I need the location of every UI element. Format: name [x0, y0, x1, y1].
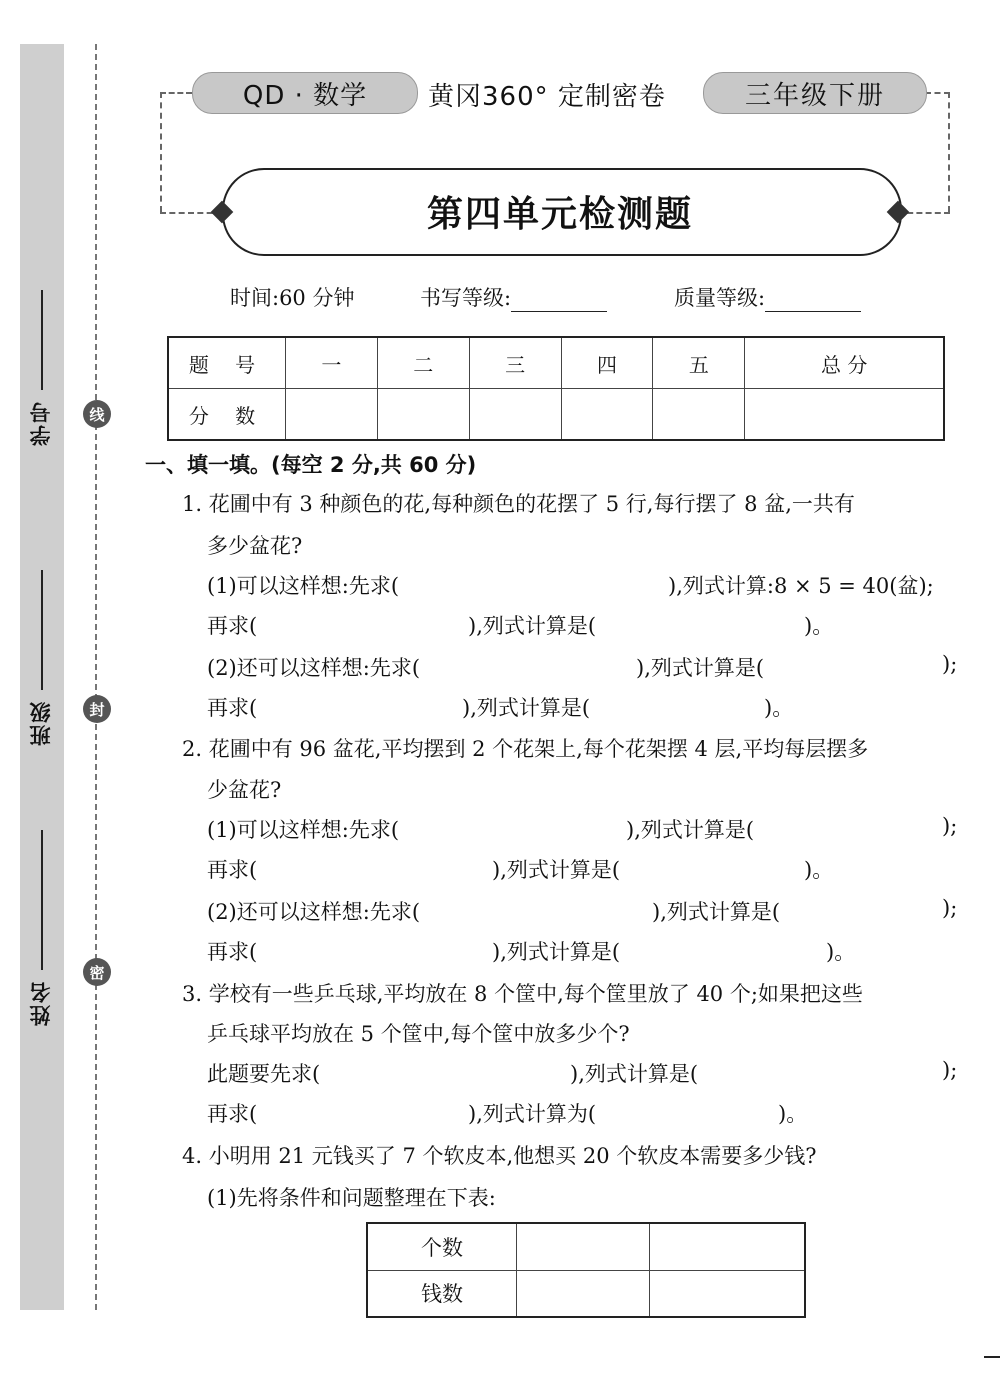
answer-prompt: (2)还可以这样想:先求( [207, 656, 421, 680]
writing-grade [420, 282, 607, 312]
student-id-blank [41, 290, 43, 390]
answer-prompt: ),列式计算是( [492, 940, 621, 964]
cut-mark-mi: 密 [83, 958, 111, 986]
answer-prompt: )。 [778, 1102, 808, 1126]
question-text: 4. 小明用 21 元钱买了 7 个软皮本,他想买 20 个软皮本需要多少钱? [182, 1144, 817, 1168]
question-text: 少盆花? [207, 778, 282, 802]
answer-prompt: )。 [804, 614, 834, 638]
answer-prompt: ),列式计算为( [468, 1102, 597, 1126]
answer-cell[interactable] [650, 1223, 805, 1270]
writing-grade-label: 书写等级: [420, 286, 512, 310]
quality-grade [674, 282, 861, 312]
answer-cell[interactable] [517, 1223, 650, 1270]
answer-cell[interactable] [517, 1270, 650, 1317]
table-cell: 个数 [367, 1223, 517, 1270]
table-cell: 一 [286, 337, 378, 389]
question-text: 1. 花圃中有 3 种颜色的花,每种颜色的花摆了 5 行,每行摆了 8 盆,一共有 [182, 492, 855, 516]
name-label: 姓名 [29, 980, 53, 1026]
name-blank [41, 830, 43, 970]
table-cell: 三 [469, 337, 561, 389]
answer-prompt: 此题要先求( [207, 1062, 321, 1086]
table-cell: 五 [653, 337, 745, 389]
answer-prompt: )。 [804, 858, 834, 882]
answer-prompt: 再求( [207, 940, 258, 964]
answer-prompt: ); [942, 1058, 958, 1082]
answer-prompt: ); [942, 652, 958, 676]
cut-mark-xian: 线 [83, 400, 111, 428]
answer-cell[interactable] [650, 1270, 805, 1317]
table-row [367, 1223, 805, 1270]
frame-line [160, 92, 192, 94]
question-text: 2. 花圃中有 96 盆花,平均摆到 2 个花架上,每个花架摆 4 层,平均每层摆多 [182, 737, 869, 761]
table-cell: 钱数 [367, 1270, 517, 1317]
table-row [168, 337, 944, 389]
score-cell[interactable] [745, 389, 944, 441]
answer-prompt: ),列式计算是( [626, 818, 755, 842]
question-text: (1)先将条件和问题整理在下表: [207, 1186, 496, 1210]
table-cell: 二 [377, 337, 469, 389]
cut-line [95, 44, 97, 1310]
table-row [168, 389, 944, 441]
grade-pill: 三年级下册 [703, 72, 927, 114]
table-cell: 四 [561, 337, 653, 389]
cut-mark-feng: 封 [83, 695, 111, 723]
score-cell[interactable] [286, 389, 378, 441]
class-label: 班级 [29, 700, 53, 746]
frame-line [925, 92, 950, 94]
answer-prompt: ),列式计算是( [570, 1062, 699, 1086]
subject-pill: QD · 数学 [192, 72, 418, 114]
answer-prompt: ); [942, 896, 958, 920]
answer-prompt: 再求( [207, 696, 258, 720]
answer-prompt: )。 [826, 940, 856, 964]
answer-prompt: ),列式计算是( [462, 696, 591, 720]
time-info: 时间:60 分钟 [230, 286, 355, 310]
question-text: 乒乓球平均放在 5 个筐中,每个筐中放多少个? [207, 1022, 630, 1046]
answer-prompt: ),列式计算是( [468, 614, 597, 638]
page-title: 第四单元检测题 [426, 193, 693, 235]
class-blank [41, 570, 43, 690]
answer-prompt: (1)可以这样想:先求( [207, 574, 400, 598]
answer-prompt: )。 [764, 696, 794, 720]
frame-line [948, 92, 950, 212]
score-cell[interactable] [469, 389, 561, 441]
student-id-label: 学号 [29, 400, 53, 446]
score-cell[interactable] [561, 389, 653, 441]
score-cell[interactable] [653, 389, 745, 441]
answer-prompt: 再求( [207, 858, 258, 882]
table-cell: 题 号 [168, 337, 286, 389]
answer-prompt: ); [942, 814, 958, 838]
quality-grade-label: 质量等级: [674, 286, 766, 310]
series-title: 黄冈360° 定制密卷 [428, 82, 666, 112]
frame-line [160, 92, 162, 212]
answer-prompt: 再求( [207, 1102, 258, 1126]
answer-prompt: 再求( [207, 614, 258, 638]
table-cell: 总 分 [745, 337, 944, 389]
table-cell: 分 数 [168, 389, 286, 441]
answer-prompt: (1)可以这样想:先求( [207, 818, 400, 842]
section-heading: 一、填一填。(每空 2 分,共 60 分) [145, 453, 477, 477]
writing-grade-blank[interactable] [511, 289, 607, 312]
page-corner-mark [984, 1356, 1000, 1358]
answer-prompt: ),列式计算是( [636, 656, 765, 680]
question-text: 多少盆花? [207, 534, 303, 558]
table-row [367, 1270, 805, 1317]
condition-table [366, 1222, 806, 1318]
answer-prompt: ),列式计算是( [652, 900, 781, 924]
answer-prompt: ),列式计算:8 × 5 = 40(盆); [668, 574, 934, 598]
score-cell[interactable] [377, 389, 469, 441]
answer-prompt: (2)还可以这样想:先求( [207, 900, 421, 924]
score-table [167, 336, 945, 441]
quality-grade-blank[interactable] [765, 289, 861, 312]
question-text: 3. 学校有一些乒乓球,平均放在 8 个筐中,每个筐里放了 40 个;如果把这些 [182, 982, 863, 1006]
answer-prompt: ),列式计算是( [492, 858, 621, 882]
